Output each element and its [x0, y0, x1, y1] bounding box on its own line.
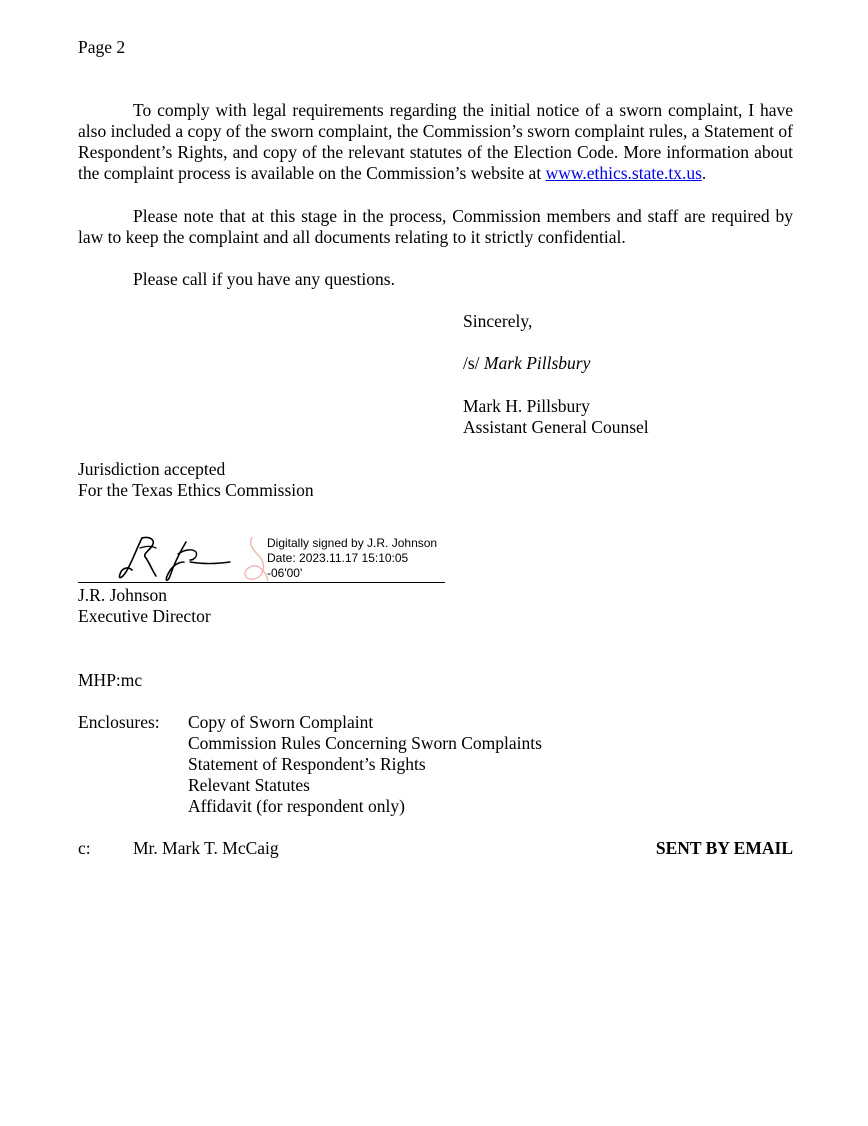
digital-signature-date: Date: 2023.11.17 15:10:05: [267, 551, 409, 565]
signer-name: J.R. Johnson: [78, 585, 167, 605]
paragraph-notice-text: To comply with legal requirements regarding the initial notice of a sworn complaint, I have also included a copy of the sworn complaint, the Commission’s sworn complaint rules, a Statement of Respondent’s Rights, and copy of the relevant statutes of the Election Code. More information about the complaint process is available on the Commission’s website at: [78, 100, 793, 183]
author-name: Mark H. Pillsbury: [463, 396, 590, 416]
sig-name: Mark Pillsbury: [483, 353, 591, 373]
adobe-signature-watermark-icon: [238, 535, 270, 583]
salutation: Sincerely,: [463, 311, 533, 331]
paragraph-notice: [78, 100, 793, 184]
cc-label: c:: [78, 838, 91, 858]
delivery-method: SENT BY EMAIL: [655, 838, 793, 858]
enclosures-list: [188, 712, 542, 817]
enclosure-item: Commission Rules Concerning Sworn Complaints: [188, 733, 542, 753]
paragraph-confidential-text: Please note that at this stage in the process, Commission members and staff are required by law to keep the complaint and all documents relating to it strictly confidential.: [78, 206, 793, 247]
paragraph-questions: Please call if you have any questions.: [133, 269, 395, 289]
sig-prefix: /s/: [463, 353, 480, 373]
enclosure-item: Statement of Respondent’s Rights: [188, 754, 426, 774]
digital-signature-details: [267, 536, 437, 581]
jurisdiction-line1: Jurisdiction accepted: [78, 459, 226, 479]
initials: MHP:mc: [78, 670, 143, 690]
handwritten-signature: [112, 532, 242, 584]
author-title: Assistant General Counsel: [463, 417, 649, 437]
jurisdiction-line2: For the Texas Ethics Commission: [78, 480, 314, 500]
cc-recipient: Mr. Mark T. McCaig: [133, 838, 279, 858]
signer-title: Executive Director: [78, 606, 211, 626]
enclosure-item: Affidavit (for respondent only): [188, 796, 405, 816]
digital-signature-offset: -06'00': [267, 566, 303, 580]
electronic-signature: [463, 353, 590, 374]
paragraph-confidential: [78, 206, 793, 248]
paragraph-notice-end: .: [701, 163, 707, 183]
enclosures-label: Enclosures:: [78, 712, 160, 732]
digital-signature-signed-by: Digitally signed by J.R. Johnson: [267, 536, 438, 550]
ethics-website-link[interactable]: www.ethics.state.tx.us: [545, 163, 702, 183]
page-number: Page 2: [78, 37, 126, 57]
enclosure-item: Copy of Sworn Complaint: [188, 712, 374, 732]
signature-line: [78, 582, 445, 583]
enclosure-item: Relevant Statutes: [188, 775, 310, 795]
